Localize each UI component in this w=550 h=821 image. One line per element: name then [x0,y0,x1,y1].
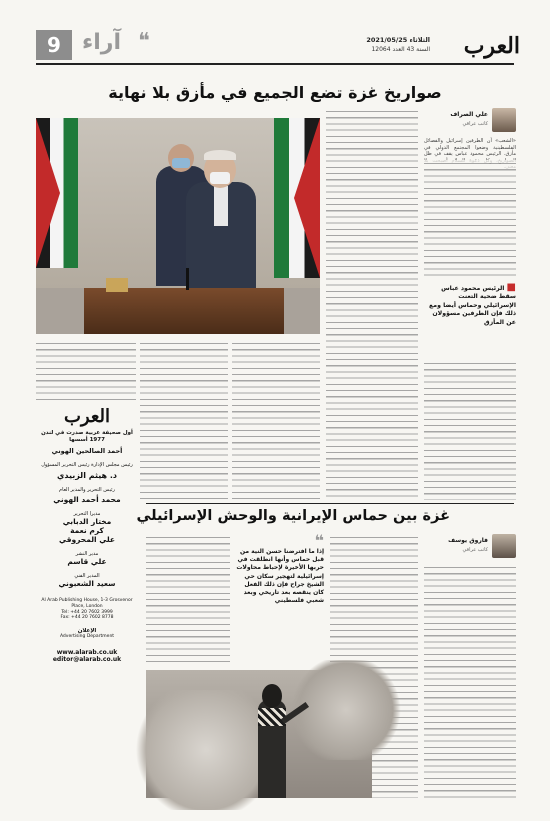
author1-photo [492,108,516,132]
publisher-managing-2: كرم نعمة [70,525,104,535]
masthead-issue: السنة 43 العدد 12064 [371,46,430,53]
flag-right-red [294,118,320,278]
masthead-logo: العرب [463,33,520,59]
protester-head [262,684,282,708]
publisher-logo: العرب [63,406,111,427]
article1-photo [36,118,320,334]
desk-microphone [186,268,189,290]
publisher-design-label: مدير النشر [75,550,99,557]
person-left-mask [172,158,190,168]
publisher-tagline: أول صحيفة عربية صدرت في لندن 1977 أسسها [41,430,133,443]
article1-column-4 [140,340,228,500]
publisher-box [36,404,138,798]
article2-pullquote [236,531,324,666]
publisher-chairman-label: رئيس مجلس الإدارة رئيس التحرير المسؤول [41,462,133,468]
publisher-address: Al Arab Publishing House, 1-3 Grosvenor Place, London [41,597,133,609]
publisher-founder: أحمد الصالحين الهوني [51,447,123,455]
pullquote-mark-icon: ■ [506,282,516,293]
publisher-managing-label: مديرا التحرير [73,510,101,517]
author2-title: كاتب عراقي [462,547,488,553]
publisher-editor: محمد أحمد الهوني [53,494,121,504]
person-main-hair [204,150,236,160]
publisher-phone: Tel: +44 20 7602 3999 [61,609,113,615]
article1-headline: صواريخ غزة تضع الجميع في مأزق بلا نهاية [108,83,442,102]
publisher-managing-3: علي المحروقي [58,534,116,544]
article2-headline: غزة بين حماس الإيرانية والوحش الإسرائيلي [136,508,450,524]
article1-column-5 [36,340,136,400]
article2-pullquote-text: إذا ما افترضنا حسن النية من قبل حماس وأنها انطلقت في حربها الأخيرة لإحباط محاولات إسرائيلية لتهجير سكان حي الشيخ جراح فإن ذلك الفعل كان ينقصه بعد تاريخي وبعد شعبي فلسطيني [236,548,324,605]
article1-column-3 [232,340,320,500]
publisher-ads: Advertising Department [59,633,115,639]
page-number-box [36,30,72,60]
publisher-art-label: المدير الفني [74,572,100,579]
article2-column-1 [424,564,516,798]
masthead-date: الثلاثاء 2021/05/25 [366,36,430,44]
flag-left-red [36,118,60,268]
publisher-editor-label: رئيس التحرير والمدير العام [59,486,115,493]
publisher-managing-1: مختار الدبابي [62,516,112,526]
article1-column-1a [424,160,516,280]
publisher-email[interactable]: editor@alarab.co.uk [52,655,122,663]
desk-nameplate [106,278,128,292]
author1-name: علي الصراف [450,111,488,118]
article1-column-1b [424,360,516,500]
article2-column-4 [146,534,230,666]
author1-title: كاتب عراقي [462,121,488,127]
article1-pullquote-text: الرئيس محمود عباس سقط ضحية التعنت الإسرائيلي وحماس أيضا ومع ذلك فإن الطرفين مسؤولان عن المأزق [429,285,516,326]
person-main-shirt [214,186,228,226]
photo-desk [84,288,284,334]
article1-column-2 [326,108,418,500]
author2-photo [492,534,516,558]
section-title: آراء [82,30,121,55]
publisher-art: سعيد الشعبوني [58,578,116,588]
section-divider [146,503,514,504]
author2-name: فاروق يوسف [448,537,488,544]
article2-photo [146,670,372,798]
article1-pullquote [424,284,516,327]
page-number: 9 [47,33,61,57]
masthead-rule [36,63,514,65]
publisher-chairman: د. هيثم الزبيدي [56,470,117,480]
publisher-design: علي قاسم [67,556,107,566]
person-main-mask [210,172,230,184]
publisher-fax: Fax: +44 20 7602 8778 [60,614,114,620]
publisher-web[interactable]: www.alarab.co.uk [56,648,118,656]
quote-icon: ❝ [138,29,150,54]
article1-intro: «الشعب» أن الطرفين إسرائيل والفصائل الفلسطينية وضعوا المجتمع الدولي في مأزق. الرئيس محمود عباس يقف في ظل [424,138,516,158]
publisher-ads-label: الإعلان [77,627,97,634]
pullquote2-mark-icon: ❝ [314,531,324,550]
